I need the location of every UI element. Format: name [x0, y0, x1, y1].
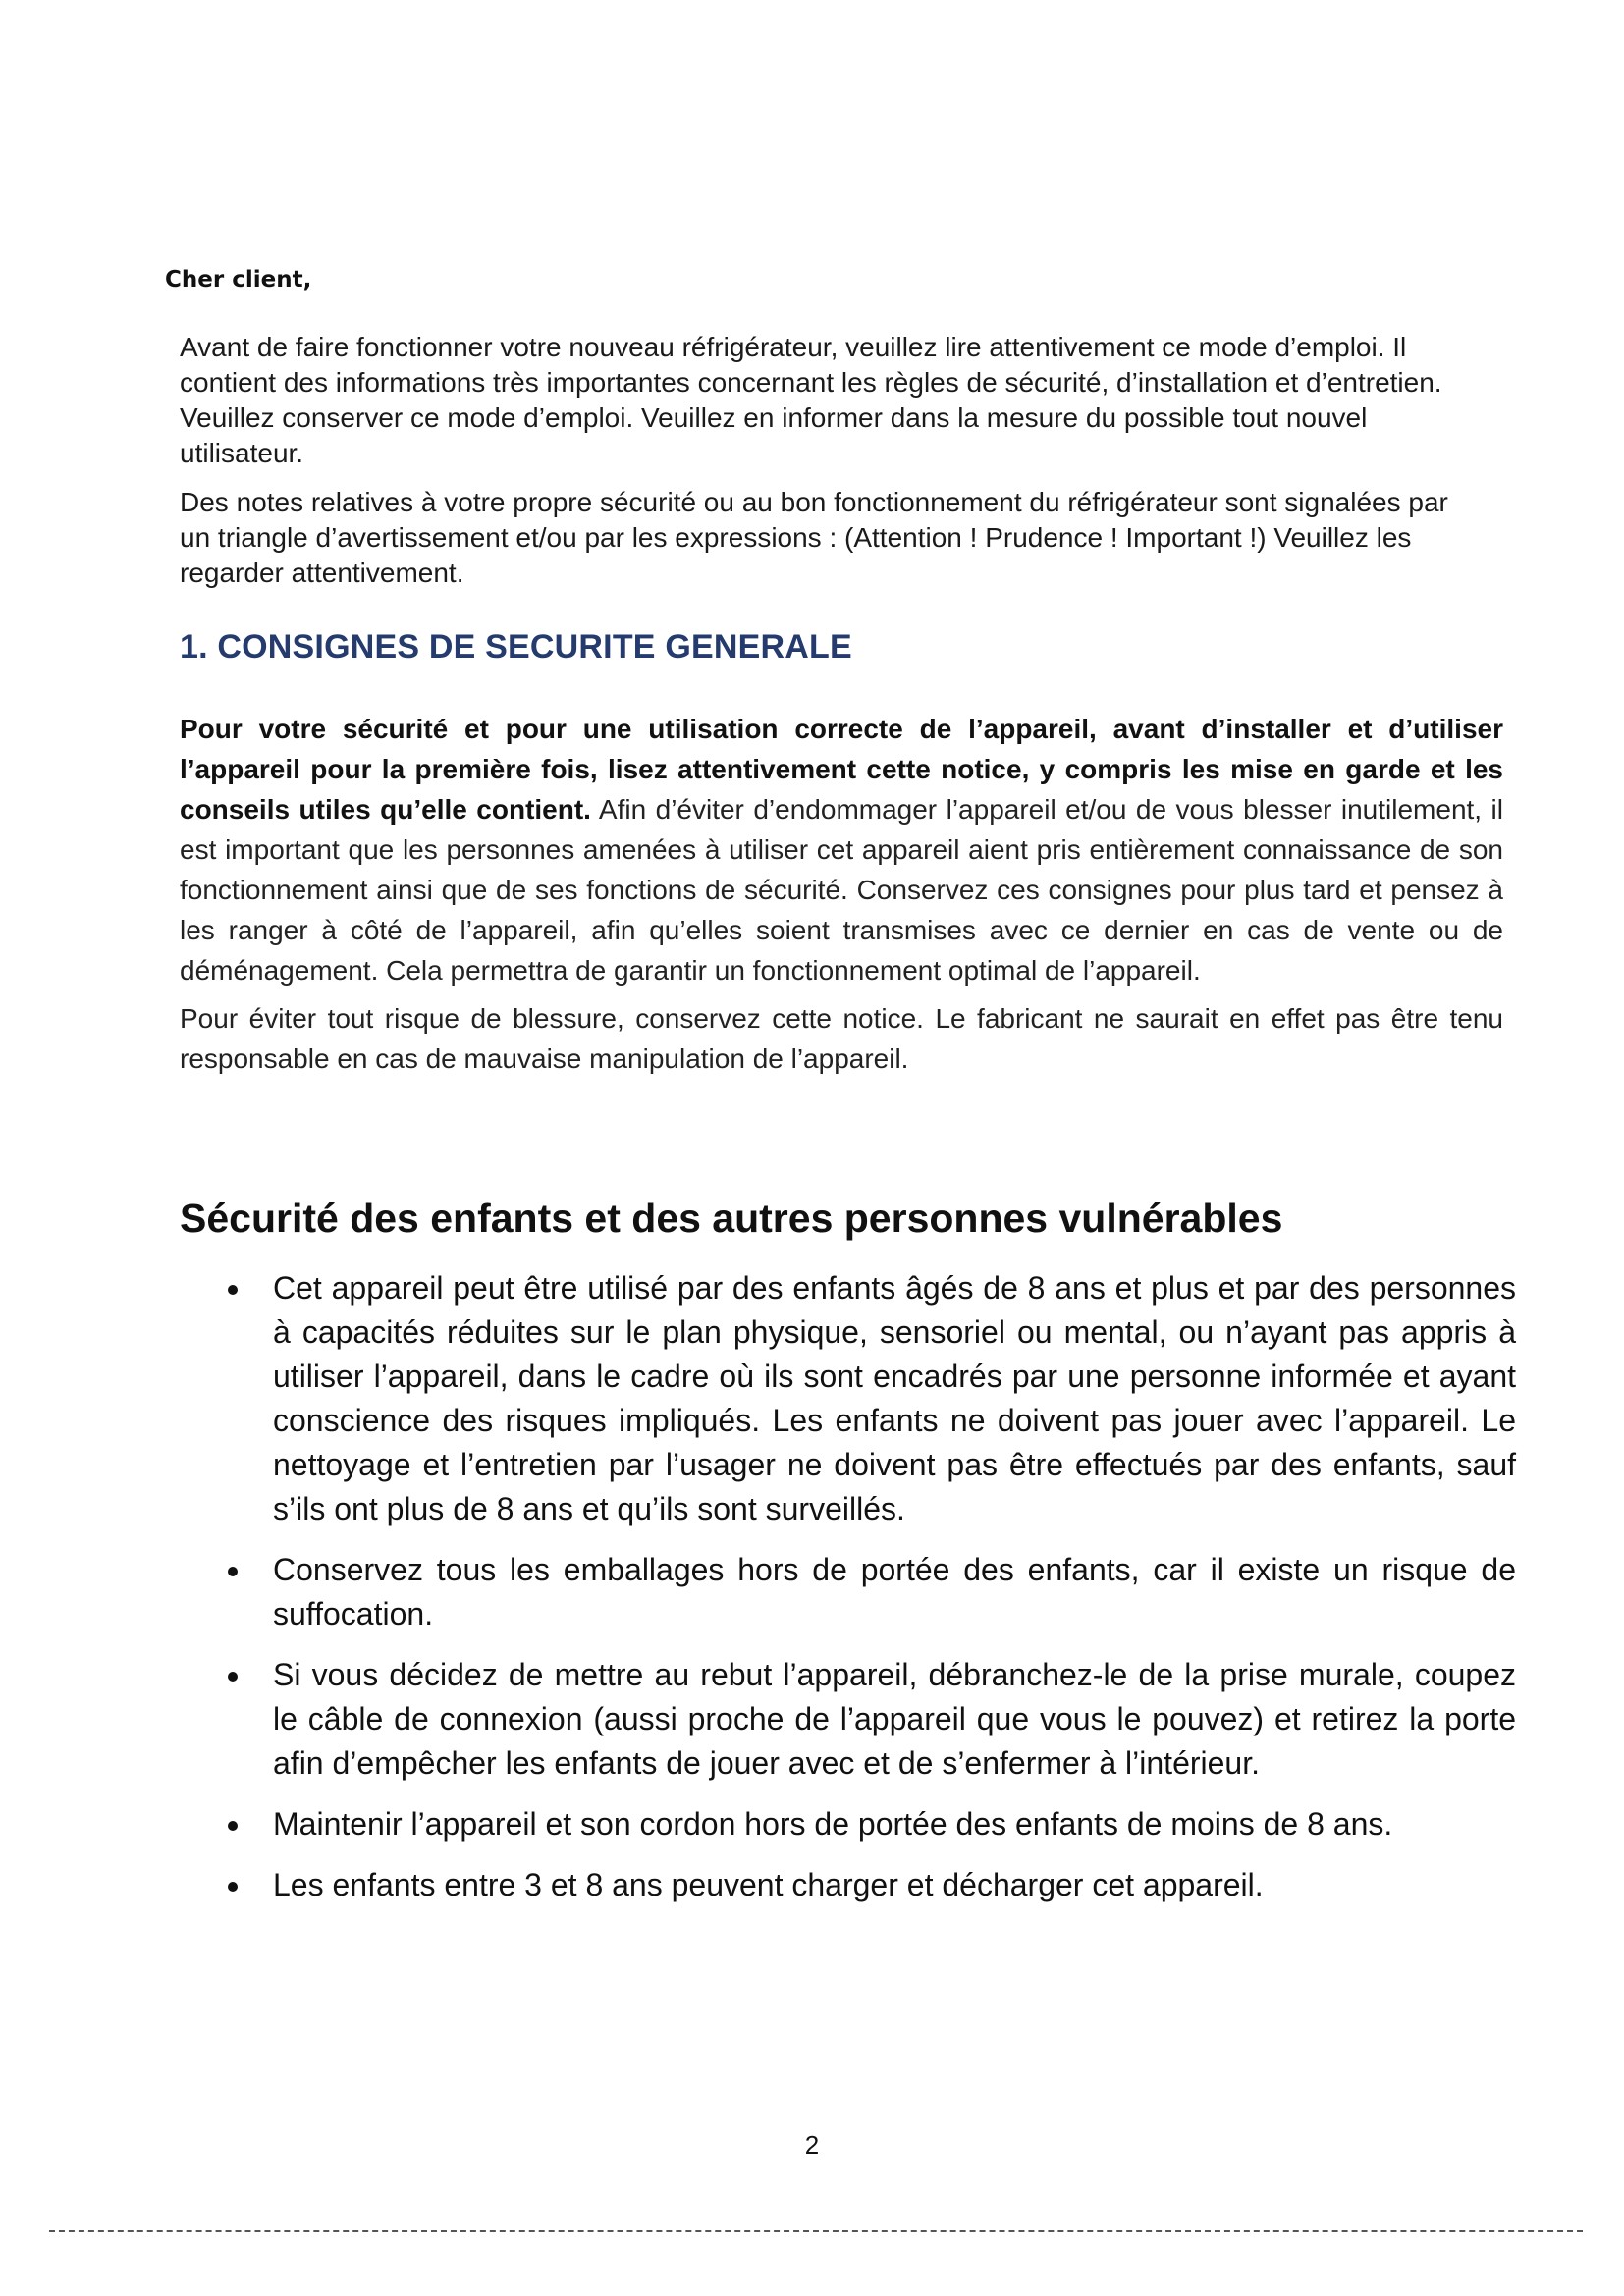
- intro-paragraph: Des notes relatives à votre propre sécurité ou au bon fonctionnement du réfrigérateur sont signalées par un triangle d’avertissement et/ou par les expressions : (Attention ! Prudence ! Important !) Veuillez les regarder attentivement.: [180, 487, 1448, 588]
- list-item-text: Si vous décidez de mettre au rebut l’appareil, débranchez-le de la prise murale, coupez le câble de connexion (aussi proche de l’appareil que vous le pouvez) et retirez la porte afin d’empêcher les enfants de jouer avec et de s’enfermer à l’intérieur.: [273, 1657, 1516, 1781]
- greeting: Cher client,: [165, 267, 312, 293]
- child-safety-list: [222, 1266, 1516, 1924]
- list-item-text: Cet appareil peut être utilisé par des enfants âgés de 8 ans et plus et par des personnes à capacités réduites sur le plan physique, sensoriel ou mental, ou n’ayant pas appris à utiliser l’appareil, dans le cadre où ils sont encadrés par une personne informée et ayant conscience des risques impliqués. Les enfants ne doivent pas jouer avec l’appareil. Le nettoyage et l’entretien par l’usager ne doivent pas être effectués par des enfants, sauf s’ils ont plus de 8 ans et qu’ils sont surveillés.: [273, 1270, 1516, 1526]
- bullet-icon: [228, 1821, 238, 1831]
- bullet-icon: [228, 1672, 238, 1682]
- safety-paragraph: [180, 709, 1503, 990]
- child-safety-heading: Sécurité des enfants et des autres personnes vulnérables: [180, 1196, 1283, 1241]
- list-item-text: Les enfants entre 3 et 8 ans peuvent charger et décharger cet appareil.: [273, 1867, 1264, 1902]
- safety-bold-lead: Pour votre sécurité et pour une utilisation correcte de l’appareil, avant d’installer et d’utiliser l’appareil pour la première fois, lisez attentivement cette notice, y compris les mise en garde et les conseils utiles qu’elle contient.: [180, 714, 1503, 825]
- general-safety-text: [180, 709, 1503, 1087]
- list-item: [222, 1548, 1516, 1636]
- bullet-icon: [228, 1285, 238, 1295]
- page-number: 2: [804, 2130, 820, 2160]
- list-item: [222, 1802, 1516, 1846]
- intro-section: [180, 330, 1456, 605]
- list-item-text: Maintenir l’appareil et son cordon hors de portée des enfants de moins de 8 ans.: [273, 1806, 1393, 1842]
- bullet-icon: [228, 1882, 238, 1892]
- section-title: 1. CONSIGNES DE SECURITE GENERALE: [180, 628, 852, 666]
- list-item: [222, 1266, 1516, 1531]
- safety-paragraph-2: Pour éviter tout risque de blessure, conservez cette notice. Le fabricant ne saurait en effet pas être tenu responsable en cas de mauvaise manipulation de l’appareil.: [180, 1003, 1503, 1074]
- list-item: [222, 1863, 1516, 1907]
- list-item-text: Conservez tous les emballages hors de portée des enfants, car il existe un risque de suffocation.: [273, 1552, 1516, 1631]
- footer-divider: [49, 2230, 1583, 2232]
- safety-paragraph-rest: Afin d’éviter d’endommager l’appareil et/ou de vous blesser inutilement, il est important que les personnes amenées à utiliser cet appareil aient pris entièrement connaissance de son fonctionnement ainsi que de ses fonctions de sécurité. Conservez ces consignes pour plus tard et pensez à les ranger à côté de l’appareil, afin qu’elles soient transmises avec ce dernier en cas de vente ou de déménagement. Cela permettra de garantir un fonctionnement optimal de l’appareil.: [180, 794, 1503, 986]
- bullet-icon: [228, 1567, 238, 1576]
- intro-paragraph: Avant de faire fonctionner votre nouveau réfrigérateur, veuillez lire attentivement ce mode d’emploi. Il contient des informations très importantes concernant les règles de sécurité, d’installation et d’entretien. Veuillez conserver ce mode d’emploi. Veuillez en informer dans la mesure du possible tout nouvel utilisateur.: [180, 332, 1442, 468]
- list-item: [222, 1653, 1516, 1786]
